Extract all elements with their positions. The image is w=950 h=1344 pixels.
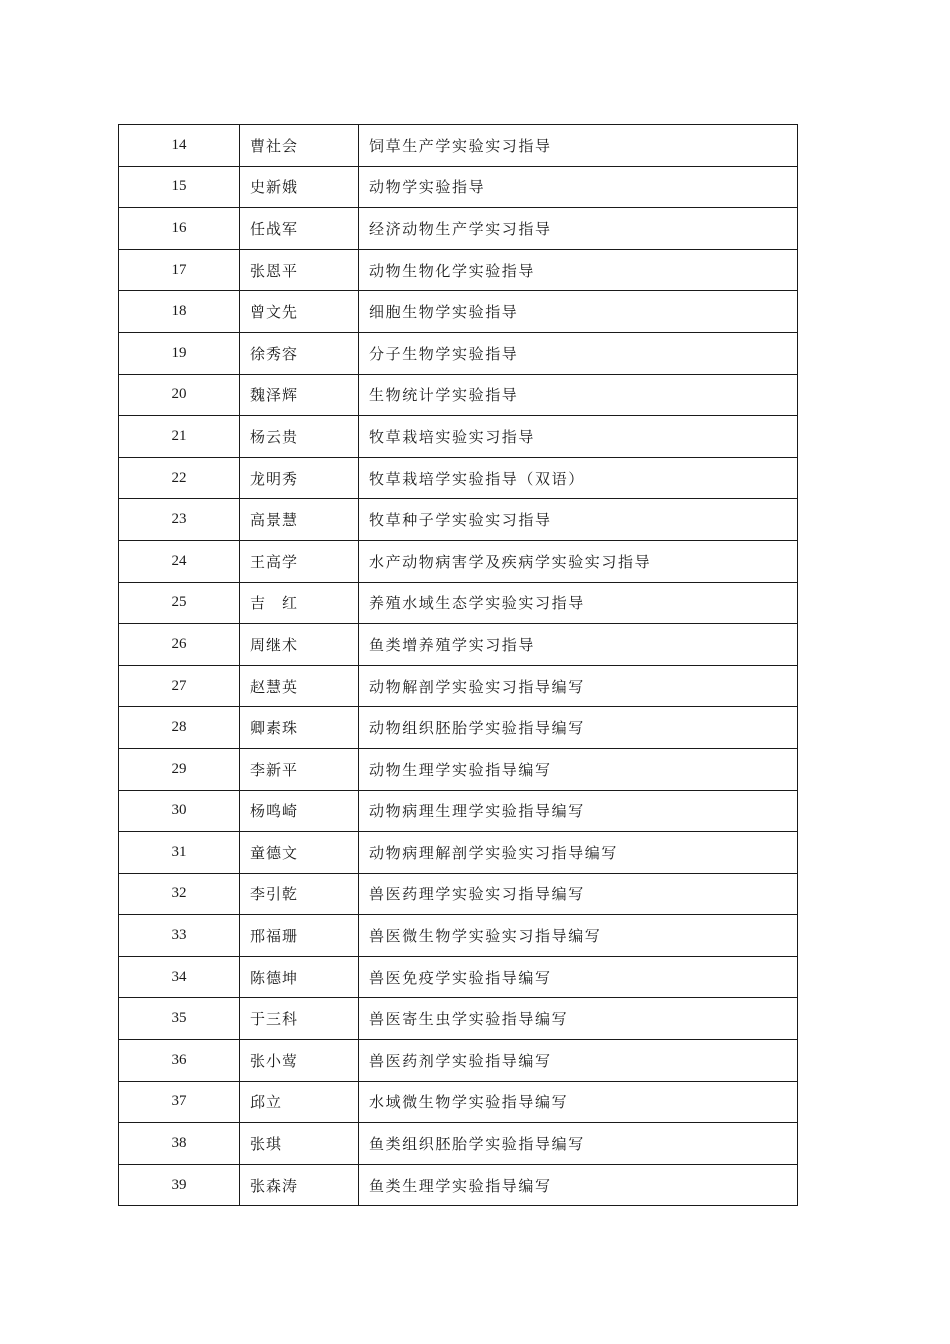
table-row [119, 873, 798, 915]
row-number: 30 [119, 790, 240, 832]
book-title: 分子生物学实验指导 [359, 332, 798, 374]
book-title: 饲草生产学实验实习指导 [359, 125, 798, 167]
book-title: 牧草栽培实验实习指导 [359, 416, 798, 458]
table-row [119, 457, 798, 499]
row-number: 39 [119, 1164, 240, 1206]
author-name: 张森涛 [240, 1164, 359, 1206]
row-number: 34 [119, 956, 240, 998]
table-row [119, 915, 798, 957]
author-name: 徐秀容 [240, 332, 359, 374]
book-title: 水域微生物学实验指导编写 [359, 1081, 798, 1123]
textbook-table [118, 124, 798, 1206]
row-number: 23 [119, 499, 240, 541]
book-title: 经济动物生产学实习指导 [359, 208, 798, 250]
row-number: 19 [119, 332, 240, 374]
author-name: 高景慧 [240, 499, 359, 541]
table-row [119, 748, 798, 790]
author-name: 王高学 [240, 540, 359, 582]
table-row [119, 832, 798, 874]
book-title: 动物病理生理学实验指导编写 [359, 790, 798, 832]
book-title: 动物病理解剖学实验实习指导编写 [359, 832, 798, 874]
table-row [119, 291, 798, 333]
row-number: 36 [119, 1040, 240, 1082]
table-row [119, 665, 798, 707]
book-title: 牧草栽培学实验指导（双语） [359, 457, 798, 499]
author-name: 史新娥 [240, 166, 359, 208]
author-name: 魏泽辉 [240, 374, 359, 416]
table-row [119, 208, 798, 250]
row-number: 28 [119, 707, 240, 749]
author-name: 龙明秀 [240, 457, 359, 499]
author-name: 吉 红 [240, 582, 359, 624]
author-name: 曾文先 [240, 291, 359, 333]
row-number: 15 [119, 166, 240, 208]
book-title: 牧草种子学实验实习指导 [359, 499, 798, 541]
book-title: 鱼类生理学实验指导编写 [359, 1164, 798, 1206]
author-name: 张琪 [240, 1123, 359, 1165]
book-title: 动物解剖学实验实习指导编写 [359, 665, 798, 707]
author-name: 杨鸣崎 [240, 790, 359, 832]
book-title: 养殖水域生态学实验实习指导 [359, 582, 798, 624]
author-name: 于三科 [240, 998, 359, 1040]
table-row [119, 332, 798, 374]
author-name: 曹社会 [240, 125, 359, 167]
table-row [119, 1040, 798, 1082]
row-number: 24 [119, 540, 240, 582]
author-name: 卿素珠 [240, 707, 359, 749]
book-title: 细胞生物学实验指导 [359, 291, 798, 333]
row-number: 21 [119, 416, 240, 458]
table-row [119, 956, 798, 998]
table-row [119, 998, 798, 1040]
table-row [119, 1123, 798, 1165]
row-number: 26 [119, 624, 240, 666]
author-name: 陈德坤 [240, 956, 359, 998]
table-row [119, 1081, 798, 1123]
book-title: 动物组织胚胎学实验指导编写 [359, 707, 798, 749]
row-number: 38 [119, 1123, 240, 1165]
book-title: 兽医微生物学实验实习指导编写 [359, 915, 798, 957]
author-name: 张小莺 [240, 1040, 359, 1082]
book-title: 生物统计学实验指导 [359, 374, 798, 416]
row-number: 27 [119, 665, 240, 707]
row-number: 37 [119, 1081, 240, 1123]
row-number: 22 [119, 457, 240, 499]
author-name: 周继术 [240, 624, 359, 666]
table-row [119, 707, 798, 749]
row-number: 17 [119, 249, 240, 291]
book-title: 鱼类增养殖学实习指导 [359, 624, 798, 666]
book-title: 动物生理学实验指导编写 [359, 748, 798, 790]
book-title: 兽医免疫学实验指导编写 [359, 956, 798, 998]
table-body [119, 125, 798, 1206]
table-row [119, 125, 798, 167]
author-name: 李引乾 [240, 873, 359, 915]
row-number: 16 [119, 208, 240, 250]
table-row [119, 1164, 798, 1206]
book-title: 兽医药剂学实验指导编写 [359, 1040, 798, 1082]
author-name: 邢福珊 [240, 915, 359, 957]
book-title: 鱼类组织胚胎学实验指导编写 [359, 1123, 798, 1165]
table-row [119, 416, 798, 458]
table-row [119, 540, 798, 582]
table-row [119, 499, 798, 541]
book-title: 水产动物病害学及疾病学实验实习指导 [359, 540, 798, 582]
row-number: 35 [119, 998, 240, 1040]
author-name: 任战军 [240, 208, 359, 250]
author-name: 李新平 [240, 748, 359, 790]
row-number: 20 [119, 374, 240, 416]
author-name: 杨云贵 [240, 416, 359, 458]
book-title: 动物生物化学实验指导 [359, 249, 798, 291]
table-row [119, 790, 798, 832]
row-number: 18 [119, 291, 240, 333]
table-row [119, 166, 798, 208]
row-number: 25 [119, 582, 240, 624]
table-row [119, 624, 798, 666]
table-row [119, 249, 798, 291]
book-title: 兽医寄生虫学实验指导编写 [359, 998, 798, 1040]
author-name: 邱立 [240, 1081, 359, 1123]
row-number: 31 [119, 832, 240, 874]
row-number: 14 [119, 125, 240, 167]
row-number: 29 [119, 748, 240, 790]
row-number: 33 [119, 915, 240, 957]
author-name: 童德文 [240, 832, 359, 874]
table-row [119, 374, 798, 416]
table-row [119, 582, 798, 624]
book-title: 动物学实验指导 [359, 166, 798, 208]
row-number: 32 [119, 873, 240, 915]
book-title: 兽医药理学实验实习指导编写 [359, 873, 798, 915]
author-name: 赵慧英 [240, 665, 359, 707]
author-name: 张恩平 [240, 249, 359, 291]
